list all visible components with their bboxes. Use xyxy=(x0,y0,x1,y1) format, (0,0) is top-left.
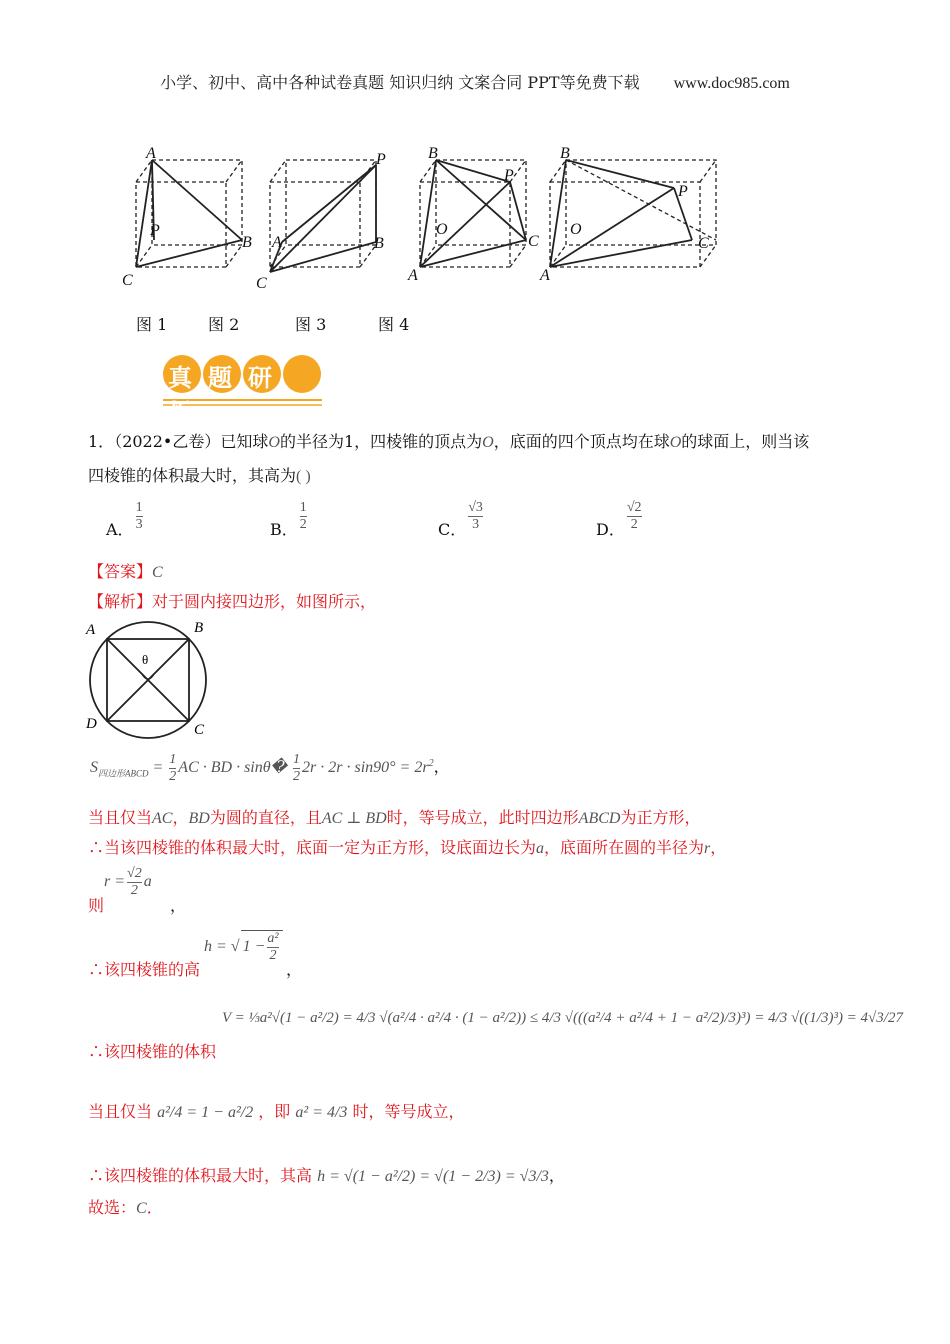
svg-text:A: A xyxy=(86,622,96,638)
question-line-2: 四棱锥的体积最大时，其高为( ) xyxy=(88,466,311,485)
figure-2 xyxy=(270,160,376,272)
fig1-label-b: B xyxy=(242,234,252,251)
fig1-label-a: A xyxy=(146,145,156,162)
figure-1 xyxy=(136,160,242,267)
equality-condition: 当且仅当 a²/4 = 1 − a²/2 ，即 a² = 4/3 时，等号成立， xyxy=(88,1102,465,1121)
figure-4 xyxy=(550,160,716,267)
fig2-label-p: P xyxy=(376,151,386,168)
svg-text:B: B xyxy=(194,620,204,636)
fig2-label-c: C xyxy=(256,275,267,292)
fig-caption-2: 图 2 xyxy=(208,315,240,334)
svg-text:C: C xyxy=(194,722,205,738)
fig4-label-o: O xyxy=(570,221,582,238)
equality-line: 当且仅当AC，BD为圆的直径，且AC ⊥ BD时，等号成立，此时四边形ABCD为正方形， xyxy=(88,808,701,827)
svg-text:D: D xyxy=(86,716,97,732)
fig-caption-1: 图 1 xyxy=(136,315,168,334)
header-site[interactable]: www.doc985.com xyxy=(673,75,790,92)
fig2-label-b: B xyxy=(374,235,384,252)
fig4-label-b: B xyxy=(560,145,570,162)
badge-text: 真题研析 xyxy=(168,364,288,427)
page-header xyxy=(0,70,950,93)
cube-figures xyxy=(110,140,730,300)
fig2-label-a: A xyxy=(272,234,282,251)
volume-label: ∴该四棱锥的体积 xyxy=(88,1042,217,1061)
fig4-label-c: C xyxy=(698,235,709,252)
choose-line: 故选：C． xyxy=(88,1198,163,1217)
question-line-1: 1．（2022•乙卷）已知球O的半径为1，四棱锥的顶点为O，底面的四个顶点均在球O的球面上，则当该 xyxy=(88,432,810,451)
base-square-line: ∴当该四棱锥的体积最大时，底面一定为正方形，设底面边长为a，底面所在圆的半径为r， xyxy=(88,838,727,857)
fig1-label-p: P xyxy=(150,222,160,239)
svg-text:θ: θ xyxy=(142,652,149,667)
fig3-label-o: O xyxy=(436,221,448,238)
option-a[interactable]: A． $\frac{1}{3}$ xyxy=(106,500,143,539)
fig3-label-c: C xyxy=(528,233,539,250)
analysis-intro: 【解析】对于圆内接四边形，如图所示， xyxy=(88,592,377,611)
answer-line: 【答案】C xyxy=(88,562,163,581)
fig4-label-p: P xyxy=(678,183,688,200)
fig1-label-c: C xyxy=(122,272,133,289)
fig3-label-p: P xyxy=(504,167,514,184)
option-c[interactable]: C． $\frac{√3}{3}$ xyxy=(438,500,483,539)
final-height-line: ∴该四棱锥的体积最大时，其高 h = √(1 − a²/2) = √(1 − 2/3) = √3/3， xyxy=(88,1166,565,1185)
area-formula: $S_{四边形ABCD}$ = $\frac{1}{2}$ AC · BD · sinθ� $\frac{1}{2}$ $2r \cdot 2r \cdot \sin 90^\circ = 2r^2$， xyxy=(90,752,450,784)
fig4-label-a: A xyxy=(540,267,550,284)
fig3-label-b: B xyxy=(428,145,438,162)
volume-formula: V = ⅓a²√(1 − a²/2) = 4/3 √(a²/4 · a²/4 · (1 − a²/2)) ≤ 4/3 √(((a²/4 + a²/4 + 1 − a²/2)/3)³) = 4/3 √((1/3)³) = 4√3/27 xyxy=(222,1010,903,1026)
header-text: 小学、初中、高中各种试卷真题 知识归纳 文案合同 PPT等免费下载 xyxy=(160,73,640,92)
fig3-label-a: A xyxy=(408,267,418,284)
fig-caption-3: 图 3 xyxy=(295,315,327,334)
fig-caption-4: 图 4 xyxy=(378,315,410,334)
option-d[interactable]: D． $\frac{√2}{2}$ xyxy=(596,500,642,539)
inscribed-square-figure xyxy=(84,618,214,742)
option-b[interactable]: B． $\frac{1}{2}$ xyxy=(270,500,307,539)
section-badge xyxy=(158,350,328,427)
